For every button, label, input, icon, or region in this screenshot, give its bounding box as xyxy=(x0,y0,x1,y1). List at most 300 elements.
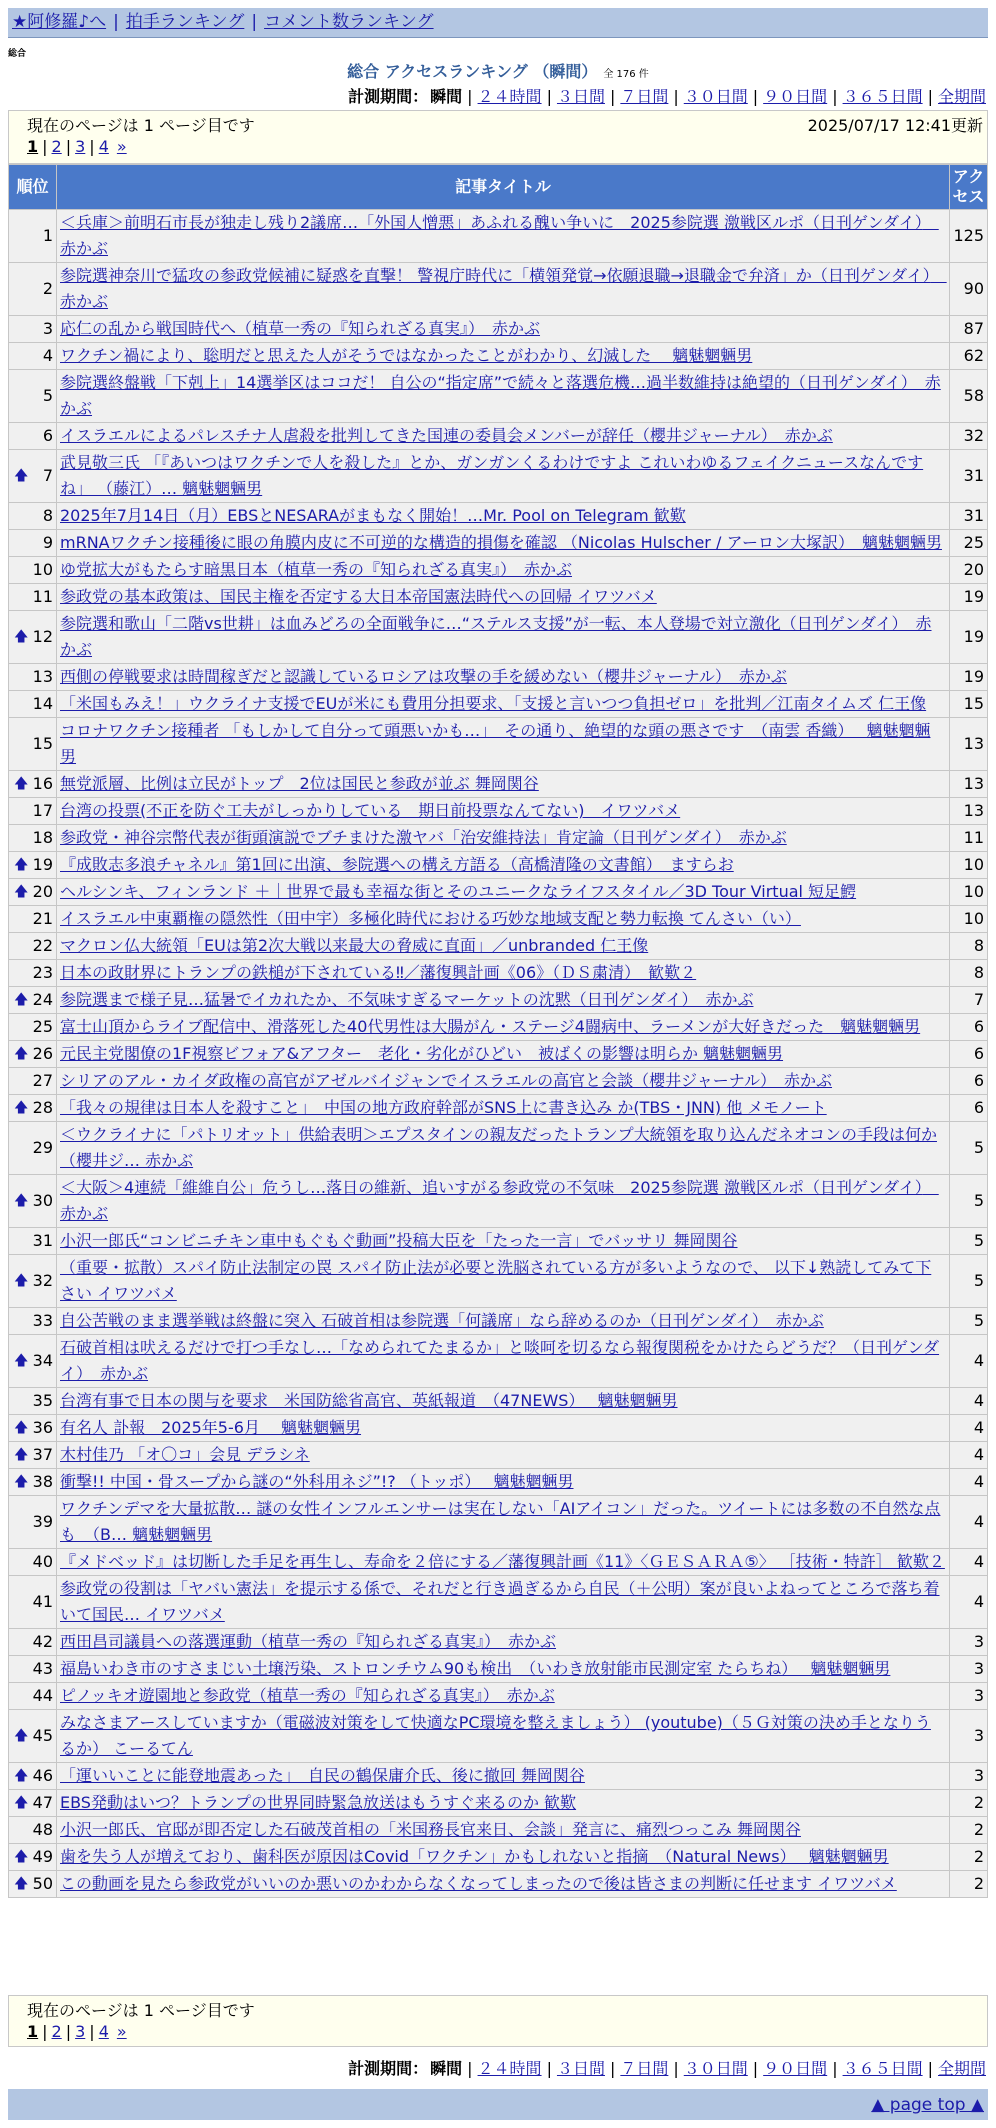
up-arrow-icon: 🡅 xyxy=(14,1795,29,1811)
title-cell xyxy=(57,343,950,370)
table-row xyxy=(9,584,988,611)
title-cell xyxy=(57,879,950,906)
table-row xyxy=(9,1255,988,1308)
ranking-body xyxy=(9,210,988,1898)
title-cell xyxy=(57,771,950,798)
article-link[interactable]: イスラエルによるパレスチナ人虐殺を批判してきた国連の委員会メンバーが辞任（櫻井ジャーナル） 赤かぶ xyxy=(60,426,833,445)
title-cell xyxy=(57,1710,950,1763)
table-row xyxy=(9,503,988,530)
rank-number: 49 xyxy=(32,1847,53,1866)
rank-cell xyxy=(9,1629,57,1656)
access-count: 25 xyxy=(950,530,988,557)
up-arrow-icon: 🡅 xyxy=(14,1353,29,1369)
article-link[interactable]: 有名人 訃報 2025年5-6月 魑魅魍魎男 xyxy=(60,1418,362,1437)
article-link[interactable]: mRNAワクチン接種後に眼の角膜内皮に不可逆的な構造的損傷を確認 （Nicolas Hulscher / アーロン大塚訳） 魑魅魍魎男 xyxy=(60,533,942,552)
title-cell xyxy=(57,1549,950,1576)
article-link[interactable]: この動画を見たら参政党がいいのか悪いのかわからなくなってしまったので後は皆さまの判断に任せます イワツバメ xyxy=(60,1874,897,1893)
period-option-all[interactable]: 全期間 xyxy=(937,87,986,106)
rank-cell xyxy=(9,1255,57,1308)
access-count: 13 xyxy=(950,718,988,771)
article-link[interactable]: 無党派層、比例は立民がトップ 2位は国民と参政が並ぶ 舞岡関谷 xyxy=(60,774,539,793)
rank-number: 13 xyxy=(32,667,53,686)
table-row xyxy=(9,1068,988,1095)
article-link[interactable]: 自公苦戦のまま選挙戦は終盤に突入 石破首相は参院選「何議席」なら辞めるのか（日刊ゲンダイ） 赤かぶ xyxy=(60,1311,824,1330)
article-link[interactable]: 木村佳乃 「オ〇コ」会見 デラシネ xyxy=(60,1445,310,1464)
article-link[interactable]: 2025年7月14日（月）EBSとNESARAがまもなく開始！…Mr. Pool on Telegram 歓歎 xyxy=(60,506,686,525)
access-count: 13 xyxy=(950,771,988,798)
page-link-2[interactable]: 2 xyxy=(51,2022,62,2041)
nav-separator: | xyxy=(251,12,258,32)
page-title: 総合 アクセスランキング （瞬間） xyxy=(347,62,598,81)
table-row xyxy=(9,423,988,450)
period-option-30d[interactable]: ３０日間 xyxy=(683,87,748,106)
rank-cell xyxy=(9,1763,57,1790)
rank-cell xyxy=(9,771,57,798)
table-row xyxy=(9,1014,988,1041)
rank-cell xyxy=(9,1576,57,1629)
rank-number: 34 xyxy=(32,1351,53,1370)
article-link[interactable]: 『メドベッド』は切断した手足を再生し、寿命を２倍にする／藩復興計画《11》〈ＧＥＳＡＲＡ⑤〉 ［技術・特許］ 歓歎２ xyxy=(60,1552,945,1571)
article-link[interactable]: 福島いわき市のすさまじい土壌汚染、ストロンチウム90も検出 （いわき放射能市民測定室 たらちね） 魑魅魍魎男 xyxy=(60,1659,891,1678)
rank-cell xyxy=(9,1817,57,1844)
article-link[interactable]: 参院選神奈川で猛攻の参政党候補に疑惑を直撃！ 警視庁時代に「横領発覚→依願退職→退職金で弁済」か（日刊ゲンダイ） 赤かぶ xyxy=(60,266,947,311)
page-top-link[interactable]: ▲ page top ▲ xyxy=(871,2095,984,2115)
ranking-table xyxy=(8,164,988,1898)
title-cell xyxy=(57,1068,950,1095)
article-link[interactable]: 西田昌司議員への落選運動（植草一秀の『知られざる真実』） 赤かぶ xyxy=(60,1632,557,1651)
rank-cell xyxy=(9,1442,57,1469)
article-link[interactable]: マクロン仏大統領「EUは第2次大戦以来最大の脅威に直面」／unbranded 仁王像 xyxy=(60,936,649,955)
title-cell xyxy=(57,1496,950,1549)
rank-cell xyxy=(9,1308,57,1335)
rank-number: 42 xyxy=(32,1632,53,1651)
article-link[interactable]: 「我々の規律は日本人を殺すこと」 中国の地方政府幹部がSNS上に書き込み か(TBS・JNN) 他 メモノート xyxy=(60,1098,827,1117)
page-current: 1 xyxy=(27,2022,39,2041)
article-link[interactable]: 台湾有事で日本の関与を要求 米国防総省高官、英紙報道 （47NEWS） 魑魅魍魎男 xyxy=(60,1391,678,1410)
article-link[interactable]: 参政党・神谷宗幣代表が街頭演説でブチまけた激ヤバ「治安維持法」肯定論（日刊ゲンダイ） 赤かぶ xyxy=(60,828,787,847)
nav-link-applause-ranking[interactable]: 拍手ランキング xyxy=(125,12,245,32)
rank-cell xyxy=(9,343,57,370)
rank-number: 40 xyxy=(32,1552,53,1571)
table-row xyxy=(9,1335,988,1388)
page-link-4[interactable]: 4 xyxy=(98,2022,109,2041)
access-count: 90 xyxy=(950,263,988,316)
rank-number: 44 xyxy=(32,1686,53,1705)
rank-cell xyxy=(9,1549,57,1576)
table-row xyxy=(9,691,988,718)
article-link[interactable]: イスラエル中東覇権の隠然性（田中宇）多極化時代における巧妙な地域支配と勢力転換 てんさい（い） xyxy=(60,909,801,928)
rank-number: 3 xyxy=(42,319,53,338)
rank-cell xyxy=(9,263,57,316)
table-row xyxy=(9,1790,988,1817)
page-current: 1 xyxy=(27,137,39,156)
rank-cell xyxy=(9,1683,57,1710)
period-option-30d[interactable]: ３０日間 xyxy=(683,2059,748,2078)
title-cell xyxy=(57,1041,950,1068)
article-link[interactable]: 日本の政財界にトランプの鉄槌が下されている‼／藩復興計画《06》（ＤＳ粛清） 歓歎２ xyxy=(60,963,697,982)
period-option-365d[interactable]: ３６５日間 xyxy=(842,87,923,106)
table-row xyxy=(9,530,988,557)
rank-cell xyxy=(9,798,57,825)
rank-cell xyxy=(9,370,57,423)
rank-number: 48 xyxy=(32,1820,53,1839)
table-row xyxy=(9,370,988,423)
page-info-box-top xyxy=(8,110,988,164)
title-cell xyxy=(57,1844,950,1871)
rank-number: 17 xyxy=(32,801,53,820)
header-rank: 順位 xyxy=(9,165,57,210)
rank-cell xyxy=(9,1469,57,1496)
rank-number: 9 xyxy=(42,533,53,552)
access-count: 2 xyxy=(950,1844,988,1871)
ranking-header-row xyxy=(9,165,988,210)
access-count: 4 xyxy=(950,1469,988,1496)
rank-number: 6 xyxy=(42,426,53,445)
table-row xyxy=(9,450,988,503)
page-link-3[interactable]: 3 xyxy=(75,137,86,156)
period-option-90d[interactable]: ９０日間 xyxy=(763,87,828,106)
rank-number: 28 xyxy=(32,1098,53,1117)
page-link-3[interactable]: 3 xyxy=(75,2022,86,2041)
rank-cell xyxy=(9,530,57,557)
rank-cell xyxy=(9,611,57,664)
rank-number: 16 xyxy=(32,774,53,793)
title-cell xyxy=(57,1629,950,1656)
article-link[interactable]: 「米国もみえ！」ウクライナ支援でEUが米にも費用分担要求、「支援と言いつつ負担ゼロ」を批判／江南タイムズ 仁王像 xyxy=(60,694,927,713)
title-cell xyxy=(57,1415,950,1442)
title-cell xyxy=(57,1817,950,1844)
table-row xyxy=(9,1175,988,1228)
access-count: 4 xyxy=(950,1335,988,1388)
title-cell xyxy=(57,370,950,423)
page-next[interactable]: » xyxy=(116,2022,127,2041)
access-count: 5 xyxy=(950,1228,988,1255)
rank-number: 15 xyxy=(32,734,53,753)
article-link[interactable]: 衝撃!! 中国・骨スープから謎の“外科用ネジ”!? （トッポ） 魑魅魍魎男 xyxy=(60,1472,574,1491)
rank-number: 24 xyxy=(32,990,53,1009)
article-link[interactable]: ＜ウクライナに「パトリオット」供給表明＞エプスタインの親友だったトランプ大統領を取り込んだネオコンの手段は何か（櫻井ジ… 赤かぶ xyxy=(60,1125,937,1170)
article-link[interactable]: 富士山頂からライブ配信中、滑落死した40代男性は大腸がん・ステージ4闘病中、ラーメンが大好きだった 魑魅魍魎男 xyxy=(60,1017,921,1036)
title-cell xyxy=(57,1122,950,1175)
rank-number: 8 xyxy=(42,506,53,525)
table-row xyxy=(9,1656,988,1683)
rank-cell xyxy=(9,210,57,263)
rank-cell xyxy=(9,1122,57,1175)
rank-number: 21 xyxy=(32,909,53,928)
article-link[interactable]: 小沢一郎氏、官邸が即否定した石破茂首相の「米国務長官来日、会談」発言に、痛烈つっこみ 舞岡関谷 xyxy=(60,1820,801,1839)
article-link[interactable]: 参院選和歌山「二階vs世耕」は血みどろの全面戦争に…“ステルス支援”が一転、本人登場で対立激化（日刊ゲンダイ） 赤かぶ xyxy=(60,614,932,659)
title-cell xyxy=(57,611,950,664)
up-arrow-icon: 🡅 xyxy=(14,1474,29,1490)
article-link[interactable]: 歯を失う人が増えており、歯科医が原因はCovid「ワクチン」かもしれないと指摘 （Natural News） 魑魅魍魎男 xyxy=(60,1847,889,1866)
article-link[interactable]: ワクチン禍により、聡明だと思えた人がそうではなかったことがわかり、幻滅した 魑魅魍魎男 xyxy=(60,346,753,365)
rank-number: 37 xyxy=(32,1445,53,1464)
rank-cell xyxy=(9,691,57,718)
up-arrow-icon: 🡅 xyxy=(14,884,29,900)
nav-link-comment-ranking[interactable]: コメント数ランキング xyxy=(264,12,434,32)
page-info-box-bottom xyxy=(8,1995,988,2047)
access-count: 3 xyxy=(950,1710,988,1763)
period-option-24h[interactable]: ２４時間 xyxy=(477,2059,542,2078)
rank-cell xyxy=(9,960,57,987)
table-row xyxy=(9,1496,988,1549)
access-count: 10 xyxy=(950,879,988,906)
table-row xyxy=(9,718,988,771)
access-count: 8 xyxy=(950,933,988,960)
title-cell xyxy=(57,530,950,557)
period-option-7d[interactable]: ７日間 xyxy=(620,87,669,106)
section-label: 総合 xyxy=(8,49,27,59)
title-cell xyxy=(57,718,950,771)
rank-number: 11 xyxy=(32,587,53,606)
title-cell xyxy=(57,1763,950,1790)
table-row xyxy=(9,906,988,933)
page-title-wrap xyxy=(0,59,996,82)
table-row xyxy=(9,1844,988,1871)
period-option-3d[interactable]: ３日間 xyxy=(556,2059,605,2078)
article-link[interactable]: 武見敬三氏 「『あいつはワクチンで人を殺した』とか、ガンガンくるわけですよ これいわゆるフェイクニュースなんですね」 （藤江）… 魑魅魍魎男 xyxy=(60,453,924,498)
access-count: 3 xyxy=(950,1683,988,1710)
rank-cell xyxy=(9,1790,57,1817)
period-option-365d[interactable]: ３６５日間 xyxy=(842,2059,923,2078)
article-link[interactable]: 西側の停戦要求は時間稼ぎだと認識しているロシアは攻撃の手を緩めない（櫻井ジャーナル） 赤かぶ xyxy=(60,667,787,686)
period-option-all[interactable]: 全期間 xyxy=(937,2059,986,2078)
article-link[interactable]: 参政党の役割は「ヤバい憲法」を提示する係で、それだと行き過ぎるから自民（＋公明）案が良いよねってところで落ち着いて国民… イワツバメ xyxy=(60,1579,940,1624)
access-count: 31 xyxy=(950,503,988,530)
rank-number: 38 xyxy=(32,1472,53,1491)
access-count: 15 xyxy=(950,691,988,718)
up-arrow-icon: 🡅 xyxy=(14,1768,29,1784)
rank-number: 29 xyxy=(32,1138,53,1157)
rank-number: 50 xyxy=(32,1874,53,1893)
title-cell xyxy=(57,503,950,530)
access-count: 11 xyxy=(950,825,988,852)
table-row xyxy=(9,987,988,1014)
rank-number: 31 xyxy=(32,1231,53,1250)
article-link[interactable]: 参政党の基本政策は、国民主権を否定する大日本帝国憲法時代への回帰 イワツバメ xyxy=(60,587,657,606)
period-option-3d[interactable]: ３日間 xyxy=(556,87,605,106)
page-link-2[interactable]: 2 xyxy=(51,137,62,156)
table-row xyxy=(9,1871,988,1898)
access-count: 7 xyxy=(950,987,988,1014)
page-link-4[interactable]: 4 xyxy=(98,137,109,156)
period-label: 計測期間： xyxy=(348,2059,429,2078)
title-cell xyxy=(57,933,950,960)
article-link[interactable]: 応仁の乱から戦国時代へ（植草一秀の『知られざる真実』） 赤かぶ xyxy=(60,319,541,338)
rank-number: 39 xyxy=(32,1512,53,1531)
rank-cell xyxy=(9,1415,57,1442)
rank-cell xyxy=(9,987,57,1014)
rank-number: 46 xyxy=(32,1766,53,1785)
table-row xyxy=(9,1041,988,1068)
nav-separator: | xyxy=(113,12,119,32)
article-link[interactable]: みなさまアースしていますか（電磁波対策をして快適なPC環境を整えましょう） (youtube)（５Ｇ対策の決め手となりうるか） こーるてん xyxy=(60,1713,931,1758)
rank-number: 14 xyxy=(32,694,53,713)
up-arrow-icon: 🡅 xyxy=(14,1420,29,1436)
header-access: アクセス xyxy=(950,165,988,210)
access-count: 4 xyxy=(950,1415,988,1442)
access-count: 87 xyxy=(950,316,988,343)
title-cell xyxy=(57,1683,950,1710)
article-link[interactable]: 「運いいことに能登地震あった」 自民の鶴保庸介氏、後に撤回 舞岡関谷 xyxy=(60,1766,585,1785)
title-cell xyxy=(57,1255,950,1308)
rank-cell xyxy=(9,825,57,852)
header-title: 記事タイトル xyxy=(57,165,950,210)
access-count: 19 xyxy=(950,584,988,611)
article-link[interactable]: 小沢一郎氏“コンビニチキン車中もぐもぐ動画”投稿大臣を「たった一言」でバッサリ 舞岡関谷 xyxy=(60,1231,738,1250)
access-count: 4 xyxy=(950,1549,988,1576)
period-option-90d[interactable]: ９０日間 xyxy=(763,2059,828,2078)
access-count: 4 xyxy=(950,1388,988,1415)
up-arrow-icon: 🡅 xyxy=(14,776,29,792)
pagination: 1 | 2 | 3 | 4 » xyxy=(27,137,127,156)
current-page-text-bottom: 現在のページは 1 ページ目です xyxy=(27,2001,255,2020)
rank-cell xyxy=(9,1656,57,1683)
title-cell xyxy=(57,423,950,450)
rank-cell xyxy=(9,1844,57,1871)
page-next[interactable]: » xyxy=(116,137,127,156)
period-current: 瞬間 xyxy=(430,2059,463,2078)
rank-number: 5 xyxy=(42,386,53,405)
access-count: 6 xyxy=(950,1068,988,1095)
total-count: 全 176 件 xyxy=(603,69,649,80)
article-link[interactable]: ヘルシンキ、フィンランド ＋｜世界で最も幸福な街とそのユニークなライフスタイル／3D Tour Virtual 短足鰐 xyxy=(60,882,857,901)
table-row xyxy=(9,798,988,825)
top-nav-bar xyxy=(8,8,988,38)
access-count: 5 xyxy=(950,1308,988,1335)
table-row xyxy=(9,825,988,852)
rank-cell xyxy=(9,1871,57,1898)
title-cell xyxy=(57,1576,950,1629)
title-cell xyxy=(57,1790,950,1817)
article-link[interactable]: ピノッキオ遊園地と参政党（植草一秀の『知られざる真実』） 赤かぶ xyxy=(60,1686,555,1705)
up-arrow-icon: 🡅 xyxy=(14,1876,29,1892)
article-link[interactable]: 石破首相は吠えるだけで打つ手なし…「なめられてたまるか」と啖呵を切るなら報復関税をかけたらどうだ？（日刊ゲンダイ） 赤かぶ xyxy=(60,1338,940,1383)
rank-number: 7 xyxy=(42,466,53,485)
article-link[interactable]: シリアのアル・カイダ政権の高官がアゼルバイジャンでイスラエルの高官と会談（櫻井ジャーナル） 赤かぶ xyxy=(60,1071,833,1090)
article-link[interactable]: 元民主党閣僚の1F視察ビフォア&アフター 老化・劣化がひどい 被ばくの影響は明らか 魑魅魍魎男 xyxy=(60,1044,784,1063)
table-row xyxy=(9,1122,988,1175)
title-cell xyxy=(57,987,950,1014)
title-cell xyxy=(57,852,950,879)
access-count: 10 xyxy=(950,852,988,879)
rank-number: 18 xyxy=(32,828,53,847)
access-count: 3 xyxy=(950,1629,988,1656)
table-row xyxy=(9,611,988,664)
up-arrow-icon: 🡅 xyxy=(14,629,29,645)
rank-number: 2 xyxy=(42,279,53,298)
table-row xyxy=(9,210,988,263)
table-row xyxy=(9,1469,988,1496)
title-cell xyxy=(57,450,950,503)
article-link[interactable]: 参院選まで様子見…猛暑でイカれたか、不気味すぎるマーケットの沈黙（日刊ゲンダイ） 赤かぶ xyxy=(60,990,754,1009)
access-count: 4 xyxy=(950,1496,988,1549)
period-option-7d[interactable]: ７日間 xyxy=(620,2059,669,2078)
title-cell xyxy=(57,584,950,611)
rank-number: 26 xyxy=(32,1044,53,1063)
rank-cell xyxy=(9,557,57,584)
access-count: 8 xyxy=(950,960,988,987)
title-cell xyxy=(57,1228,950,1255)
table-row xyxy=(9,1576,988,1629)
access-count: 62 xyxy=(950,343,988,370)
up-arrow-icon: 🡅 xyxy=(14,1046,29,1062)
article-link[interactable]: 『成敗志多浪チャネル』第1回に出演、参院選への構え方語る（高橋清隆の文書館） ますらお xyxy=(60,855,734,874)
article-link[interactable]: ＜兵庫＞前明石市長が独走し残り2議席…「外国人憎悪」あふれる醜い争いに 2025参院選 激戦区ルポ（日刊ゲンダイ） 赤かぶ xyxy=(60,213,939,258)
access-count: 31 xyxy=(950,450,988,503)
rank-number: 20 xyxy=(32,882,53,901)
rank-number: 25 xyxy=(32,1017,53,1036)
access-count: 13 xyxy=(950,798,988,825)
article-link[interactable]: 参院選終盤戦「下剋上」14選挙区はココだ！ 自公の“指定席”で続々と落選危機…過半数維持は絶望的（日刊ゲンダイ） 赤かぶ xyxy=(60,373,941,418)
table-row xyxy=(9,1388,988,1415)
table-row xyxy=(9,1683,988,1710)
rank-cell xyxy=(9,584,57,611)
table-row xyxy=(9,664,988,691)
current-page-text: 現在のページは 1 ページ目です xyxy=(27,116,255,135)
article-link[interactable]: （重要・拡散）スパイ防止法制定の罠 スパイ防止法が必要と洗脳されている方が多いようなので、 以下↓熟読してみて下さい イワツバメ xyxy=(60,1258,932,1303)
title-cell xyxy=(57,798,950,825)
article-link[interactable]: ＜大阪＞4連続「維維自公」危うし…落日の維新、追いすがる参政党の不気味 2025参院選 激戦区ルポ（日刊ゲンダイ） 赤かぶ xyxy=(60,1178,939,1223)
table-row xyxy=(9,1763,988,1790)
access-count: 5 xyxy=(950,1175,988,1228)
access-count: 2 xyxy=(950,1817,988,1844)
access-count: 6 xyxy=(950,1041,988,1068)
access-count: 2 xyxy=(950,1790,988,1817)
up-arrow-icon: 🡅 xyxy=(14,1193,29,1209)
rank-number: 33 xyxy=(32,1311,53,1330)
rank-number: 32 xyxy=(32,1271,53,1290)
table-row xyxy=(9,557,988,584)
rank-cell xyxy=(9,1095,57,1122)
up-arrow-icon: 🡅 xyxy=(14,1273,29,1289)
table-row xyxy=(9,1817,988,1844)
table-row xyxy=(9,879,988,906)
nav-link-home[interactable]: ★阿修羅♪へ xyxy=(12,12,107,32)
table-row xyxy=(9,316,988,343)
up-arrow-icon: 🡅 xyxy=(14,1447,29,1463)
rank-number: 4 xyxy=(42,346,53,365)
article-link[interactable]: EBS発動はいつ？トランプの世界同時緊急放送はもうすぐ来るのか 歓歎 xyxy=(60,1793,577,1812)
rank-cell xyxy=(9,718,57,771)
table-row xyxy=(9,771,988,798)
period-selector-bottom: 計測期間： 瞬間 | ２４時間 | ３日間 | ７日間 | ３０日間 | ９０日間 | ３６５日間 | 全期間 xyxy=(348,2059,986,2078)
access-count: 19 xyxy=(950,664,988,691)
title-cell xyxy=(57,825,950,852)
period-option-24h[interactable]: ２４時間 xyxy=(477,87,542,106)
rank-number: 12 xyxy=(32,627,53,646)
title-cell xyxy=(57,1175,950,1228)
article-link[interactable]: コロナワクチン接種者 「もしかして自分って頭悪いかも…」 その通り、絶望的な頭の悪さです （南雲 香織） 魑魅魍魎男 xyxy=(60,721,931,766)
table-row xyxy=(9,852,988,879)
title-cell xyxy=(57,1095,950,1122)
rank-number: 41 xyxy=(32,1592,53,1611)
article-link[interactable]: ゆ党拡大がもたらす暗黒日本（植草一秀の『知られざる真実』） 赤かぶ xyxy=(60,560,573,579)
article-link[interactable]: 台湾の投票(不正を防ぐ工夫がしっかりしている 期日前投票なんてない) イワツバメ xyxy=(60,801,681,820)
article-link[interactable]: ワクチンデマを大量拡散… 謎の女性インフルエンサーは実在しない「AIアイコン」だった。ツイートには多数の不自然な点も （B… 魑魅魍魎男 xyxy=(60,1499,941,1544)
access-count: 6 xyxy=(950,1095,988,1122)
table-row xyxy=(9,1442,988,1469)
access-count: 19 xyxy=(950,611,988,664)
table-row xyxy=(9,933,988,960)
table-row xyxy=(9,263,988,316)
rank-number: 43 xyxy=(32,1659,53,1678)
title-cell xyxy=(57,263,950,316)
rank-number: 45 xyxy=(32,1726,53,1745)
up-arrow-icon: 🡅 xyxy=(14,468,29,484)
access-count: 5 xyxy=(950,1255,988,1308)
title-cell xyxy=(57,1014,950,1041)
